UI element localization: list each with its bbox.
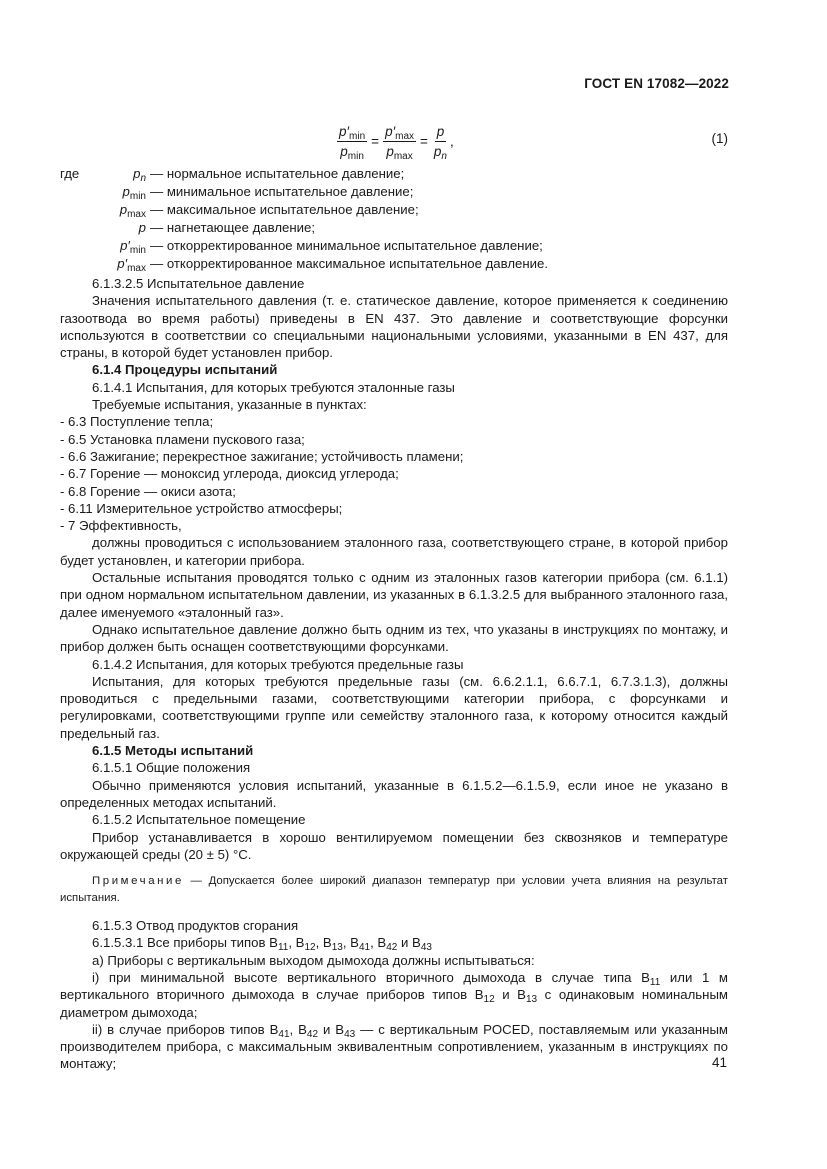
note-label: Примечание bbox=[92, 875, 184, 888]
definition-item: $p'_{max}$ — откорректированное максимальное испытательное давление. bbox=[117, 256, 549, 274]
list-item: а) Приборы с вертикальным выходом дымохода должны испытываться: bbox=[92, 952, 535, 968]
section-title: 6.1.5.1 Общие положения bbox=[92, 760, 251, 776]
section-title: 6.1.5.3 Отвод продуктов сгорания bbox=[92, 918, 299, 934]
paragraph: Прибор устанавливается в хорошо вентилируемом помещении без сквозняков и температуре окружающей среды (20 ± 5) °С. bbox=[60, 829, 728, 862]
list-item: - 7 Эффективность, bbox=[60, 518, 182, 534]
paragraph: должны проводиться с использованием эталонного газа, соответствующего стране, в которой прибор будет установлен, и категории прибора. bbox=[60, 535, 728, 568]
paragraph: Обычно применяются условия испытаний, указанные в 6.1.5.2—6.1.5.9, если иное не указано в определенных методах испытаний. bbox=[60, 777, 728, 810]
section-title: 6.1.3.2.5 Испытательное давление bbox=[92, 276, 305, 291]
document-body bbox=[60, 275, 728, 1073]
section-title: 6.1.5.2 Испытательное помещение bbox=[92, 812, 306, 828]
standard-header: ГОСТ EN 17082—2022 bbox=[584, 76, 729, 91]
paragraph: Испытания, для которых требуются предельные газы (см. 6.6.2.1.1, 6.6.7.1, 6.7.3.1.3), должны проводиться с предельными газами, соответствующими категории прибора, с форсунками и регулировками, соответствующими группе или семейству эталонного газа, к которому относится каждый предельный газ. bbox=[60, 673, 728, 741]
section-heading: 6.1.5 Методы испытаний bbox=[92, 743, 254, 759]
section-title: 6.1.5.3.1 Все приборы типов $В_{11}$, $В_{12}$, $В_{13}$, $В_{41}$, $В_{42}$ и $В_{43}$ bbox=[92, 935, 432, 954]
section-title: 6.1.4.1 Испытания, для которых требуются эталонные газы bbox=[92, 379, 455, 395]
paragraph: Остальные испытания проводятся только с одним из эталонных газов категории прибора (см. 6.1.1) при одном нормальном испытательном давлении, из указанных в 6.1.3.2.5 для выбранного эталонного газа, далее именуемого «эталонный газ». bbox=[60, 570, 728, 620]
list-item: - 6.5 Установка пламени пускового газа; bbox=[60, 431, 305, 447]
list-item: - 6.8 Горение — окиси азота; bbox=[60, 483, 236, 499]
definitions-lead: где bbox=[60, 166, 80, 181]
note-text: — Допускается более широкий диапазон температур при условии учета влияния на результат испытания. bbox=[60, 875, 728, 905]
list-item: - 6.6 Зажигание; перекрестное зажигание; устойчивость пламени; bbox=[60, 448, 464, 464]
page-number: 41 bbox=[711, 1055, 727, 1070]
list-item: ii) в случае приборов типов $В_{41}$, $В_{42}$ и $В_{43}$ — с вертикальным POCED, поставляемым или указанным производителем прибора, с максимальным эквивалентным сопротивлением, указанным в инструкциях по монтажу; bbox=[60, 1021, 728, 1072]
list-item: - 6.7 Горение — моноксид углерода, диоксид углерода; bbox=[60, 466, 399, 482]
paragraph: Однако испытательное давление должно быть одним из тех, что указаны в инструкциях по монтажу, и прибор должен быть оснащен соответствующими форсунками. bbox=[60, 621, 728, 655]
paragraph: Значения испытательного давления (т. е. статическое давление, которое применяется к соединению газоотвода во время работы) приведены в EN 437. Это давление и соответствующие форсунки используются в соответствии со специальными национальными условиями, указанными в EN 437, для страны, в которой будет установлен прибор. bbox=[60, 293, 728, 361]
list-item: - 6.3 Поступление тепла; bbox=[60, 414, 214, 430]
definition-item: где $p_n$ — нормальное испытательное давление; bbox=[60, 166, 405, 184]
list-item: - 6.11 Измерительное устройство атмосферы; bbox=[60, 500, 343, 516]
fraction-min: $\frac{p'_{min}}{p_{min}}$ bbox=[339, 123, 366, 162]
definition-item: $p_{min}$ — минимальное испытательное давление; bbox=[122, 184, 414, 202]
formula-1: $\frac{p'_{min}}{p_{min}}$ = $\frac{p'_{max}}{p_{max}}$ = $\frac{p}{p_n}$ , bbox=[339, 123, 454, 162]
paragraph: Требуемые испытания, указанные в пунктах: bbox=[92, 397, 367, 413]
formula-number: (1) bbox=[711, 131, 728, 146]
section-title: 6.1.4.2 Испытания, для которых требуются предельные газы bbox=[92, 656, 464, 672]
note bbox=[60, 873, 728, 907]
definitions-list bbox=[60, 165, 728, 273]
definition-item: $p_{max}$ — максимальное испытательное давление; bbox=[119, 202, 419, 220]
fraction-p: $\frac{p}{p_n}$ bbox=[433, 123, 447, 162]
definition-item: p — нагнетающее давление; bbox=[138, 220, 316, 235]
section-heading: 6.1.4 Процедуры испытаний bbox=[92, 362, 278, 378]
list-item: i) при минимальной высоте вертикального вторичного дымохода в случае типа $В_{11}$ или 1 м вертикального вторичного дымохода в случае приборов типов $В_{12}$ и $В_{13}$ с одинаковым номинальным диаметром дымохода; bbox=[60, 969, 728, 1020]
definition-item: $p'_{min}$ — откорректированное минимальное испытательное давление; bbox=[120, 238, 543, 256]
fraction-max: $\frac{p'_{max}}{p_{max}}$ bbox=[385, 123, 415, 162]
